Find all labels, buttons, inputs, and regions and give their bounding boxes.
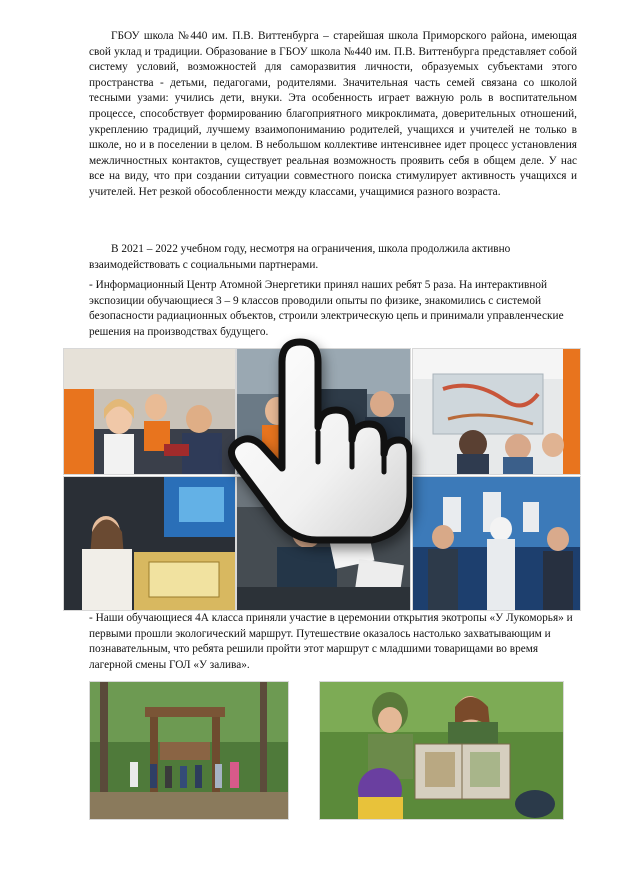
photo-kids-table-experiment [63, 348, 236, 475]
photo-girl-screen-table [63, 476, 236, 611]
intro-paragraph: ГБОУ школа №440 им. П.В. Виттенбурга – старейшая школа Приморского района, имеющая свой уклад и традиции. Образование в ГБОУ школа №440 им. П.В. Виттенбурга представляет собой систему условий, возможностей для саморазвития личности, образуемых субъектами этого пространства - детьми, педагогами, родителями. Значительная часть семей связана со школой тесными узами: учились дети, внуки. Эта особенность играет важную роль в воспитательном процессе, способствует формированию благоприятного микроклимата, доверительных отношений, укреплению традиций, лучшему взаимопониманию родителей, учащихся и учителей не только в школе, но и в поселении в целом. В небольшом коллективе интенсивнее идет процесс установления межличностных контактов, существует реальная возможность проявить себя в общем деле. У нас все на виду, что при создании ситуации совместного поиска стимулирует активность учащихся и учителей. Нет резкой обособленности между классами, учащимися разного возраста. [89, 30, 577, 198]
atom-center-paragraph: - Информационный Центр Атомной Энергетики принял наших ребят 5 раза. На интерактивной экспозиции обучающиеся 3 – 9 классов проводили опыты по физике, знакомились с системой безопасности радиационных объектов, строили электрическую цепь и принимали управленческие решения на производствах будущего. [89, 279, 564, 338]
hand-pointer-icon [222, 332, 412, 547]
partners-paragraph: В 2021 – 2022 учебном году, несмотря на ограничения, школа продолжила активно взаимодействовать с социальными партнерами. [89, 243, 511, 271]
photo-ecotrail-gate [89, 681, 289, 820]
photo-children-book-forest [319, 681, 564, 820]
ecotrail-paragraph: - Наши обучающиеся 4А класса приняли участие в церемонии открытия экотропы «У Лукоморья» и первыми прошли экологический маршрут. Путешествие оказалось настолько захватывающим и познавательным, что ребята решили пройти этот маршрут с младшими товарищами во время лагерной смены ГОЛ «У залива». [89, 612, 573, 671]
photo-protective-suits [412, 476, 581, 611]
photo-kids-glass-model [412, 348, 581, 475]
